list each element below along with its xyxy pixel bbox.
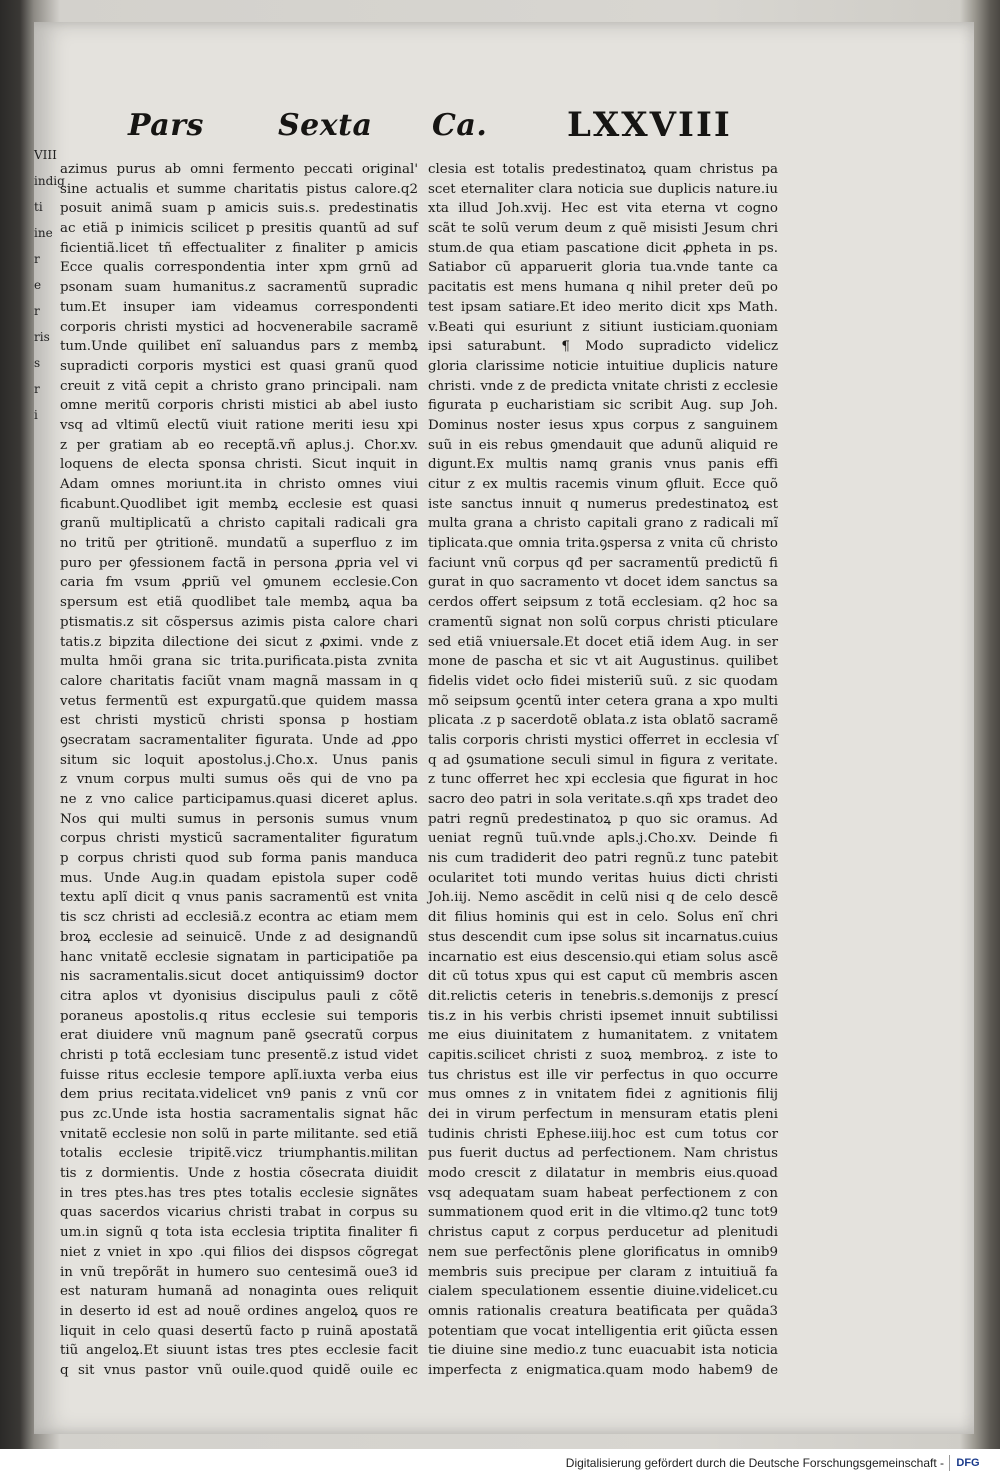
text-line: Satiabor cũ apparuerit gloria tua.vnde tante ca	[428, 260, 778, 276]
text-line: v.Beati qui esuriunt z sitiunt iusticiam.quoniam	[428, 319, 778, 335]
text-line: tiplicata.que omnia trita.ꝯspersa z vnita cũ christo	[428, 536, 778, 552]
gutter-fragment: r	[34, 382, 40, 396]
text-line: dit filius hominis qui est in celo. Solus enĩ chri	[428, 910, 778, 926]
text-line: imperfecta z enigmatica.quam modo habem9 de	[428, 1362, 778, 1378]
text-line: sed etiã vniuersale.Et docet etiã idem Aug. in ser	[428, 634, 778, 650]
text-line: ipsi saturabunt. ¶ Modo supradicto videlicz	[428, 339, 778, 355]
gutter-fragment: e	[34, 278, 42, 292]
text-line: in tres ptes.has tres ptes totalis ecclesie signãtes	[60, 1185, 418, 1201]
text-line: talis corporis christi mystici offerret in ecclesia vſ	[428, 732, 778, 748]
text-line: tis.z in his verbis christi ipsemet innuit subtilissi	[428, 1008, 778, 1024]
text-line: stum.de qua etiam pascatione dicit ꝓpheta in ps.	[428, 240, 778, 256]
text-line: poraneus apostolis.q ritus ecclesie sui temporis	[60, 1008, 418, 1024]
text-line: cerdos offert seipsum z totã ecclesiam. q2 hoc sa	[428, 595, 778, 611]
text-line: quas sacerdos vicarius christi trabat in corpus su	[60, 1205, 418, 1221]
text-line: citra aplos vt dyonisius discipulus pauli z cõtẽ	[60, 988, 418, 1004]
text-line: nem sue perfectõnis plene glorificatus in omnib9	[428, 1244, 778, 1260]
text-line: faciunt vnũ corpus qđ per sacramentũ predictũ fi	[428, 555, 778, 571]
text-line: est christi mysticũ christi sponsa p hostiam	[60, 713, 418, 729]
text-line: caria fm vsum ꝓpriũ vel ꝯmunem ecclesie.Con	[60, 575, 418, 591]
text-line: fidelis videt ocło fidei misteriũ suũ. z sic quodam	[428, 673, 778, 689]
text-line: ocularitet toti mundo veritas huius dicti christi	[428, 870, 778, 886]
text-line: vsq adequatam suam habeat perfectionem z con	[428, 1185, 778, 1201]
gutter-fragment-text	[34, 142, 65, 1322]
text-line: dit.relictis ceteris in tenebris.s.demonijs z prescí	[428, 988, 778, 1004]
text-line: q sit vnus pastor vnũ ouile.quod quidẽ ouile ec	[60, 1362, 418, 1378]
text-line: supradicti corporis mystici est quasi granũ quod	[60, 358, 418, 374]
text-line: pus zc.Unde ista hostia sacramentalis signat hãc	[60, 1107, 418, 1122]
text-line: ꝯsecratam sacramentaliter figurata. Unde ad ꝓpo	[60, 732, 418, 748]
text-line: christus caput z corpus perducetur ad plenitudi	[428, 1225, 778, 1241]
gutter-fragment: i	[34, 408, 38, 422]
text-line: azimus purus ab omni fermento peccati original'	[60, 162, 418, 177]
text-line: situm sic loquit apostolus.j.Cho.x. Unus panis	[60, 752, 418, 768]
text-line: capitis.scilicet christi z suoꝝ membroꝝ. z iste to	[428, 1047, 778, 1063]
gutter-fragment: s	[34, 356, 41, 370]
text-line: tum.Et insuper iam videamus correspondenti	[60, 299, 418, 315]
text-line: calore charitatis faciũt vnam magnã massam in q	[60, 673, 418, 689]
gutter-fragment: indig	[34, 174, 65, 188]
text-line: vetus fermentũ est expurgatũ.que quidem massa	[60, 693, 418, 709]
text-line: ficabunt.Quodlibet igit membꝝ ecclesie est quasi	[60, 496, 418, 512]
text-line: um.in signũ q tota ista ecclesia triptita finaliter fi	[60, 1225, 418, 1241]
text-line: ne z vno calice participamus.quasi diceret aplus.	[60, 792, 418, 807]
text-line: tatis.z bipzita dilectione dei sicut z ꝓximi. vnde z	[60, 634, 418, 650]
text-line: spersum est etiã quodlibet tale membꝝ aqua ba	[60, 595, 418, 611]
text-line: corporis christi mystici ad hocvenerabile sacramẽ	[60, 319, 418, 335]
text-line: sacro deo patri in sola veritate.s.qñ xps tradet deo	[428, 792, 778, 807]
text-line: xta illud Joh.xvij. Hec est vita eterna vt cogno	[428, 201, 778, 217]
text-line: omnis rationalis creatura beatificata per quãda3	[428, 1303, 778, 1319]
text-line: multa grana a christo capitali grano z radicali mĩ	[428, 516, 778, 532]
text-line: incarnatio est eius descensio.qui etiam solus ascẽ	[428, 949, 778, 965]
text-line: suũ in eis rebus ꝯmendauit que adunũ aliquid re	[428, 437, 778, 453]
text-line: tum.Unde quilibet enĩ saluandus pars z membꝝ	[60, 339, 418, 355]
text-line: Adam omnes moriunt.ita in christo omnes viui	[60, 477, 418, 492]
text-line: dem prius recitata.videlicet vn9 panis z vnũ cor	[60, 1087, 418, 1103]
text-line: patri regnũ predestinatoꝝ p quo sic oramus. Ad	[428, 811, 778, 827]
text-line: in vnũ trepõrãt in humero suo centesimã oue3 id	[60, 1264, 418, 1280]
text-line: tudinis christi Ephese.iiij.hoc est cum totus cor	[428, 1126, 778, 1142]
text-line: plicata .z p sacerdotẽ oblata.z ista oblatõ sacramẽ	[428, 713, 778, 729]
text-line: christi p totã ecclesiam tunc presentẽ.z istud videt	[60, 1047, 418, 1063]
text-line: no tritũ per ꝯtritionẽ. mundatũ a superfluo z im	[60, 536, 418, 552]
text-line: citur z ex multis racemis vinum ꝯfluit. Ecce quõ	[428, 477, 778, 492]
text-line: tie diuine sine medio.z tunc euacuabit ista noticia	[428, 1343, 778, 1359]
text-line: mus omnes z in vnitatem fidei z agnitionis filij	[428, 1087, 778, 1103]
text-line: stus descendit cum ipse solus sit incarnatus.cuius	[428, 929, 778, 945]
text-line: scãt te solũ verum deum z quẽ misisti Jesum chri	[428, 221, 778, 237]
header-pars: Pars	[128, 108, 204, 143]
text-line: mus. Unde Aug.in quadam epistola super codẽ	[60, 870, 418, 886]
text-line: Nos qui multi sumus in personis sumus vnum	[60, 811, 418, 827]
text-line: dit cũ totus xpus qui est caput cũ membris ascen	[428, 969, 778, 985]
text-line: pus fuerit ductus ad perfectionem. Nam christus	[428, 1146, 778, 1162]
gutter-fragment: VIII	[34, 148, 57, 162]
text-line: niet z vniet in xpo .qui filios dei dispsos cõgregat	[60, 1244, 418, 1260]
text-line: in deserto id est ad nouẽ ordines angeloꝝ quos re	[60, 1303, 418, 1319]
text-line: liquit in celo quasi desertũ facto p ruinã apostatã	[60, 1323, 418, 1339]
text-line: cramentũ signat non solũ corpus christi pticulare	[428, 614, 778, 630]
text-line: gurat in quo sacramento vt docet idem sanctus sa	[428, 575, 778, 591]
text-line: tis scz christi ad ecclesiã.z econtra ac etiam mem	[60, 910, 418, 926]
text-line: Joh.iij. Nemo ascẽdit in celũ nisi q de celo descẽ	[428, 890, 778, 906]
text-line: cialem speculationem essentie diuine.videlicet.cu	[428, 1284, 778, 1300]
text-line: psonam suam humanitus.z sacramentũ supradic	[60, 280, 418, 296]
text-line: z per gratiam ab eo receptã.vñ aplus.j. Chor.xv.	[60, 437, 418, 453]
text-line: ac etiã p inimicis scilicet p presitis quantũ ad suf	[60, 221, 418, 237]
text-line: corpus christi mysticũ sacramentaliter figuratum	[60, 831, 418, 847]
text-line: tis z dormientis. Unde z hostia cõsecrata diuidit	[60, 1166, 418, 1182]
text-line: posuit animã suam p amicis suis.s. predestinatis	[60, 201, 418, 217]
text-line: totalis ecclesie tripitẽ.vicz triumphantis.militan	[60, 1146, 418, 1162]
text-line: loquens de electa sponsa christi. Sicut inquit in	[60, 457, 418, 473]
text-line: creuit z vitã cepit a christo grano principali. nam	[60, 378, 418, 394]
text-line: christi. vnde z de predicta vnitate christi z ecclesie	[428, 378, 778, 394]
text-line: figurata p eucharistiam sic scribit Aug. sup Joh.	[428, 398, 778, 414]
text-line: ficientiã.licet tñ effectualiter z finaliter p amicis	[60, 240, 418, 256]
text-line: hanc vnitatẽ ecclesie signatam in participatiõe pa	[60, 949, 418, 965]
text-line: tus christus est ille vir perfectus in quo occurre	[428, 1067, 778, 1083]
text-line: test ipsam satiare.Et ideo merito dicit xps Math.	[428, 299, 778, 315]
text-line: z vnum corpus multi sumus oẽs qui de vno pa	[60, 772, 418, 788]
text-line: nis cum tradiderit deo patri regnũ.z tunc patebit	[428, 851, 778, 867]
text-line: me eius diuinitatem z humanitatem. z vnitatem	[428, 1028, 778, 1044]
text-line: gloria clarissime noticie intuitiue duplicis nature	[428, 358, 778, 374]
text-line: ptismatis.z sit cõspersus azimis pista calore chari	[60, 614, 418, 630]
header-chapter-abbrev: Ca.	[432, 108, 488, 143]
gutter-fragment: ris	[34, 330, 50, 344]
gutter-fragment: ti	[34, 200, 43, 214]
text-line: scet eternaliter clara noticia sue duplicis nature.iu	[428, 181, 778, 197]
text-line: potentiam que vocat intelligentia erit ꝯiũcta essen	[428, 1323, 778, 1339]
text-line: fuisse ritus ecclesie tempore aplĩ.iuxta verba eius	[60, 1067, 418, 1083]
text-line: iste sanctus innuit q numerus predestinatoꝝ est	[428, 496, 778, 512]
header-sexta: Sexta	[278, 108, 373, 143]
text-line: textu aplĩ dicit q vnus panis sacramentũ est vnita	[60, 890, 418, 906]
text-line: broꝝ ecclesie ad seinuicẽ. Unde z ad designandũ	[60, 929, 418, 945]
footer-credit: Digitalisierung gefördert durch die Deutsche Forschungsgemeinschaft -	[565, 1456, 944, 1470]
text-line: z tunc offerret hec xpi ecclesia que figurat in hoc	[428, 772, 778, 788]
text-line: granũ multiplicatũ a christo capitali radicali gra	[60, 516, 418, 532]
text-line: mõ seipsum ꝯcentũ inter cetera grana a xpo multi	[428, 693, 778, 709]
text-line: pacitatis est mens humana q nihil preter deũ po	[428, 280, 778, 296]
text-line: Dominus noster iesus xpus corpus z sanguinem	[428, 417, 778, 433]
text-line: summationem quod erit in die vltimo.q2 tunc tot9	[428, 1205, 778, 1221]
running-head	[0, 105, 1000, 158]
text-column-right	[428, 160, 778, 1381]
text-line: vnitatẽ ecclesie non solũ in parte militante. sed etiã	[60, 1126, 418, 1142]
text-line: Ecce qualis correspondentia inter xpm grnũ ad	[60, 260, 418, 276]
text-line: nis sacramentalis.sicut docet antiquissim9 doctor	[60, 969, 418, 985]
text-line: puro per ꝯfessionem factã in persona ꝓpria vel vi	[60, 555, 418, 571]
text-line: multa hmõi grana sic trita.purificata.pista zvnita	[60, 654, 418, 670]
text-line: erat diuidere vnũ magnum panẽ ꝯsecratũ corpus	[60, 1028, 418, 1044]
text-line: membris suis precipue per claram z intuitiuã fa	[428, 1264, 778, 1280]
text-column-left	[60, 160, 418, 1381]
text-line: ueniat regnũ tuũ.vnde apls.j.Cho.xv. Deinde fi	[428, 831, 778, 847]
digitization-footer	[0, 1449, 1000, 1479]
text-line: dei in virum perfectum in mensuram etatis pleni	[428, 1107, 778, 1122]
text-line: tiũ angeloꝝ.Et siuunt istas tres ptes ecclesie facit	[60, 1343, 418, 1359]
text-line: mone de pascha et sic vt ait Augustinus. quilibet	[428, 654, 778, 670]
gutter-fragment: r	[34, 252, 40, 266]
text-line: vsq ad vltimũ electũ viuit ratione meriti iesu xpi	[60, 417, 418, 433]
text-line: clesia est totalis predestinatoꝝ quam christus pa	[428, 162, 778, 177]
text-line: p corpus christi quod sub forma panis manduca	[60, 851, 418, 867]
text-line: digunt.Ex multis namq granis vnus panis effi	[428, 457, 778, 473]
text-line: sine actualis et summe charitatis pistus calore.q2	[60, 181, 418, 197]
header-folio-number: LXXVIII	[567, 105, 732, 145]
dfg-logo: DFG	[949, 1455, 986, 1471]
text-line: q ad ꝯsumatione seculi simul in figura z veritate.	[428, 752, 778, 768]
gutter-fragment: r	[34, 304, 40, 318]
text-line: est naturam humanã ad nonaginta oues reliquit	[60, 1284, 418, 1300]
text-line: modo crescit z dilatatur in membris eius.quoad	[428, 1166, 778, 1182]
gutter-fragment: ine	[34, 226, 53, 240]
text-line: omne meritũ corporis christi mistici ab abel iusto	[60, 398, 418, 414]
